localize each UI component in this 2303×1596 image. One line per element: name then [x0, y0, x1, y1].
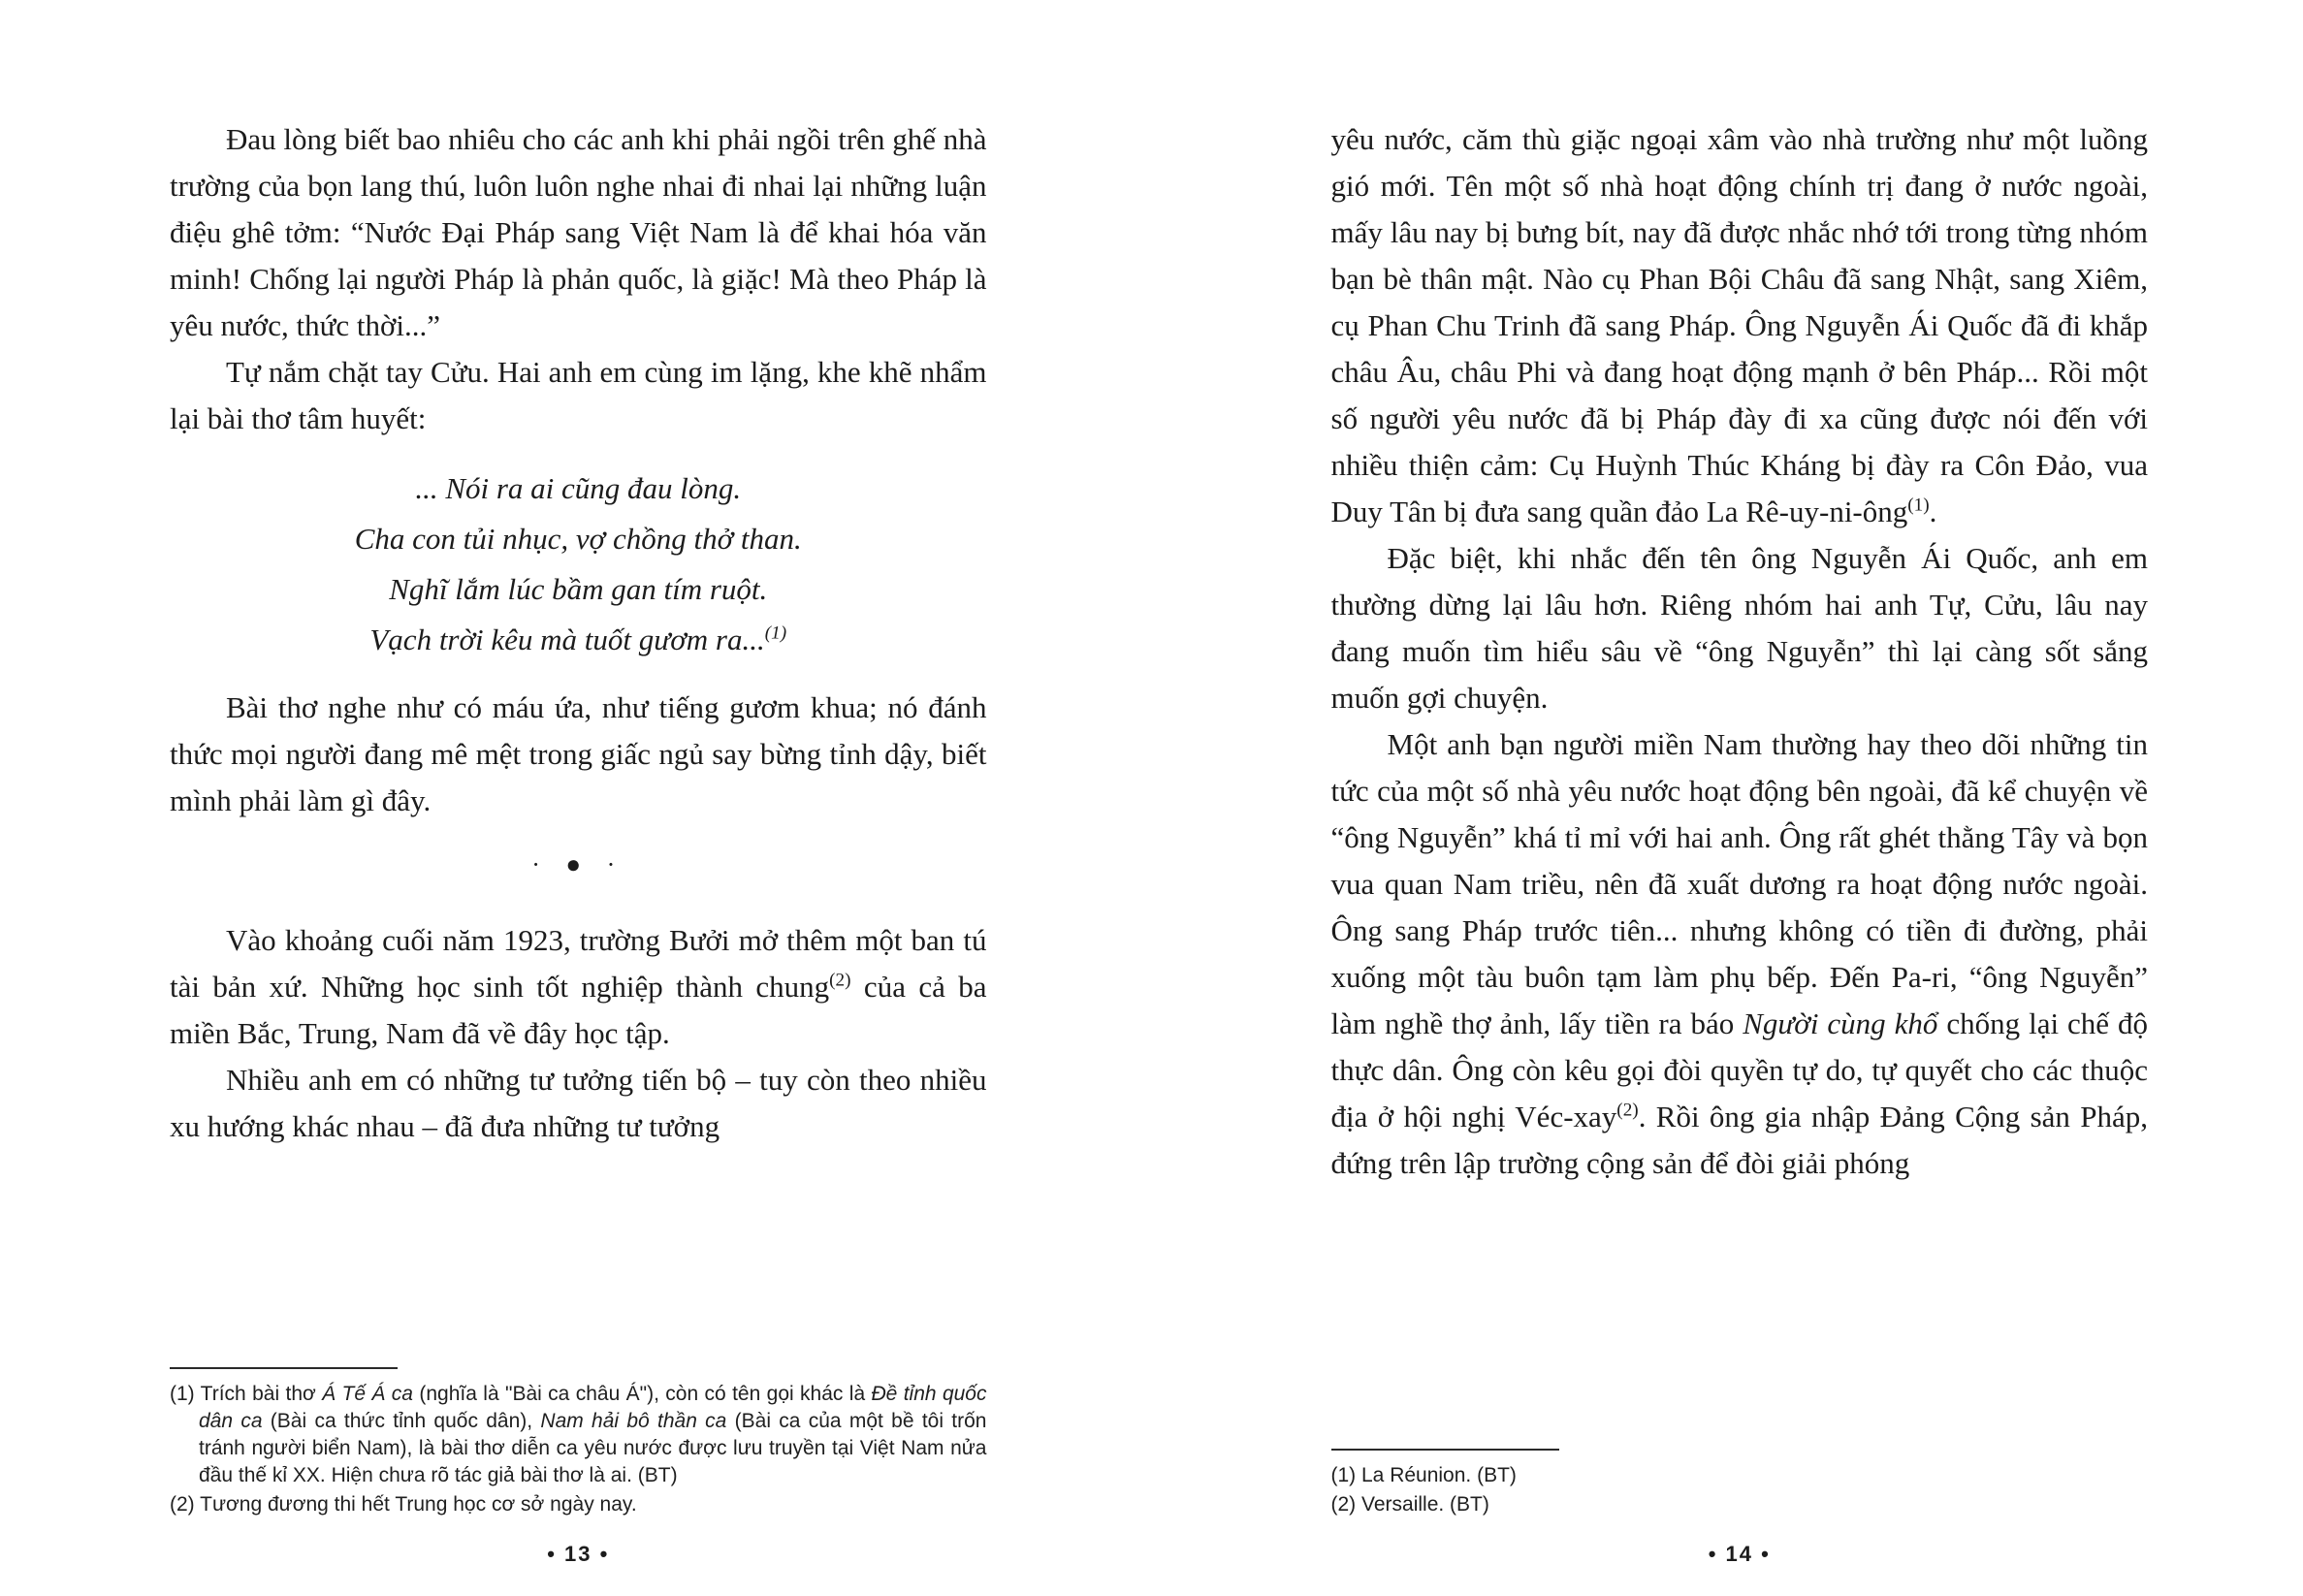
footnote	[170, 1381, 987, 1489]
text-segment: Cha con tủi nhục, vợ chồng thở than.	[354, 522, 802, 556]
text-segment: chống lại chế độ thực dân. Ông còn kêu gọi đòi quyền tự do, tự quyết cho các thuộc địa ở hội nghị Véc-xay	[1330, 1006, 2149, 1133]
footnote-separator	[1331, 1449, 1559, 1451]
text-segment: (1) La Réunion. (BT)	[1330, 1464, 1517, 1486]
section-divider-ornament: · ● ·	[531, 850, 625, 878]
text-segment: .	[1929, 495, 1937, 528]
text-segment: Nam hải bô thần ca	[540, 1410, 727, 1432]
text-segment: . Rồi ông gia nhập Đảng Cộng sản Pháp, đứng trên lập trường cộng sản để đòi giải phóng	[1330, 1100, 2148, 1180]
footnotes-section	[1331, 1449, 2149, 1520]
paragraph	[1331, 116, 2149, 535]
text-segment: Nghĩ lắm lúc bầm gan tím ruột.	[389, 572, 768, 606]
footnote-marker: (1)	[1907, 495, 1930, 516]
footnote	[1331, 1491, 2149, 1518]
text-segment: (1) Trích bài thơ	[170, 1383, 323, 1405]
poem	[170, 463, 987, 665]
footnote	[170, 1491, 987, 1518]
text-segment: Tự nắm chặt tay Cửu. Hai anh em cùng im lặng, khe khẽ nhẩm lại bài thơ tâm huyết:	[170, 355, 987, 435]
paragraph	[1331, 535, 2149, 721]
text-segment: Đề tỉnh quốc dân ca	[199, 1383, 987, 1432]
footnote-list	[1331, 1462, 2149, 1518]
text-segment: Vạch trời kêu mà tuốt gươm ra...	[369, 622, 765, 656]
text-segment: Vào khoảng cuối năm 1923, trường Bưởi mở thêm một ban tú tài bản xứ. Những học sinh tốt nghiệp thành chung	[170, 923, 987, 1004]
page-content	[1331, 116, 2149, 1187]
paragraph	[1331, 721, 2149, 1187]
poem-line	[170, 564, 987, 615]
footnote-marker: (2)	[1616, 1100, 1639, 1121]
paragraph	[170, 917, 987, 1057]
paragraph	[170, 116, 987, 349]
poem-line	[170, 514, 987, 564]
page-content	[170, 116, 987, 1150]
page-right	[1152, 0, 2303, 1596]
text-segment: Người cùng khổ	[1743, 1006, 1938, 1040]
footnote-separator	[170, 1367, 398, 1369]
text-segment: ... Nói ra ai cũng đau lòng.	[415, 471, 742, 505]
text-segment: (Bài ca thức tỉnh quốc dân),	[262, 1410, 541, 1432]
poem-line	[170, 615, 987, 665]
text-segment: (nghĩa là "Bài ca châu Á"), còn có tên gọi khác là	[412, 1383, 872, 1405]
text-segment: Đau lòng biết bao nhiêu cho các anh khi phải ngồi trên ghế nhà trường của bọn lang thú, luôn luôn nghe nhai đi nhai lại những luận điệu ghê tởm: “Nước Đại Pháp sang Việt Nam là để khai hóa văn minh! Chống lại người Pháp là phản quốc, là giặc! Mà theo Pháp là yêu nước, thức thời...”	[170, 122, 987, 342]
text-segment: yêu nước, căm thù giặc ngoại xâm vào nhà trường như một luồng gió mới. Tên một số nhà hoạt động chính trị đang ở nước ngoài, mấy lâu nay bị bưng bít, nay đã được nhắc nhớ tới trong từng nhóm bạn bè thân mật. Nào cụ Phan Bội Châu đã sang Nhật, sang Xiêm, cụ Phan Chu Trinh đã sang Pháp. Ông Nguyễn Ái Quốc đã đi khắp châu Âu, châu Phi và đang hoạt động mạnh ở bên Pháp... Rồi một số người yêu nước đã bị Pháp đày đi xa cũng được nói đến với nhiều thiện cảm: Cụ Huỳnh Thúc Kháng bị đày ra Côn Đảo, vua Duy Tân bị đưa sang quần đảo La Rê-uy-ni-ông	[1330, 122, 2148, 528]
text-segment: của cả ba miền Bắc, Trung, Nam đã về đây học tập.	[170, 970, 987, 1050]
text-segment: Á Tế Á ca	[322, 1383, 413, 1405]
page-number: • 14 •	[1708, 1542, 1771, 1566]
footnotes-section	[170, 1367, 987, 1520]
footnote-list	[170, 1381, 987, 1518]
text-segment: Nhiều anh em có những tư tưởng tiến bộ – tuy còn theo nhiều xu hướng khác nhau – đã đưa những tư tưởng	[170, 1063, 987, 1143]
text-segment: (Bài ca của một bề tôi trốn tránh người biển Nam), là bài thơ diễn ca yêu nước được lưu truyền tại Việt Nam nửa đầu thế kỉ XX. Hiện chưa rõ tác giả bài thơ là ai. (BT)	[199, 1410, 987, 1486]
text-segment: Một anh bạn người miền Nam thường hay theo dõi những tin tức của một số nhà yêu nước hoạt động bên ngoài, đã kể chuyện về “ông Nguyễn” khá tỉ mỉ với hai anh. Ông rất ghét thằng Tây và bọn vua quan Nam triều, nên đã xuất dương ra hoạt động nước ngoài. Ông sang Pháp trước tiên... nhưng không có tiền đi đường, phải xuống một tàu buôn tạm làm phụ bếp. Đến Pa-ri, “ông Nguyễn” làm nghề thợ ảnh, lấy tiền ra báo	[1330, 727, 2148, 1040]
paragraph	[170, 1057, 987, 1150]
text-segment: (2) Versaille. (BT)	[1330, 1493, 1489, 1516]
footnote-marker: (2)	[829, 970, 851, 991]
paragraph	[170, 685, 987, 824]
text-segment: Bài thơ nghe như có máu ứa, như tiếng gươm khua; nó đánh thức mọi người đang mê mệt trong giấc ngủ say bừng tỉnh dậy, biết mình phải làm gì đây.	[170, 690, 987, 817]
text-segment: (2) Tương đương thi hết Trung học cơ sở ngày nay.	[170, 1493, 637, 1516]
page-number: • 13 •	[547, 1542, 610, 1566]
poem-line	[170, 463, 987, 514]
footnote	[1331, 1462, 2149, 1489]
footnote-marker: (1)	[764, 622, 787, 644]
text-segment: Đặc biệt, khi nhắc đến tên ông Nguyễn Ái Quốc, anh em thường dừng lại lâu hơn. Riêng nhóm hai anh Tự, Cửu, lâu nay đang muốn tìm hiểu sâu về “ông Nguyễn” thì lại càng sốt sắng muốn gợi chuyện.	[1330, 541, 2148, 715]
paragraph	[170, 349, 987, 442]
